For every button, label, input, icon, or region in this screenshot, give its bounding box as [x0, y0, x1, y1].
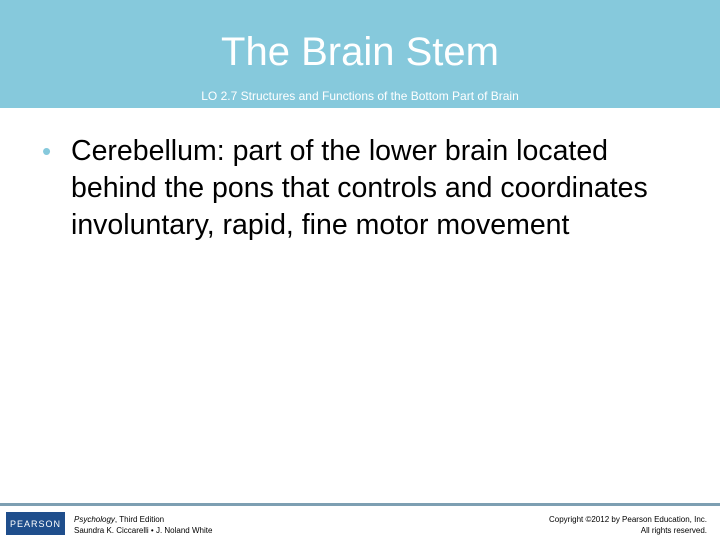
bullet-icon: •	[42, 136, 52, 166]
footer-divider	[0, 503, 720, 506]
slide-header	[0, 0, 720, 108]
slide-subtitle: LO 2.7 Structures and Functions of the Bottom Part of Brain	[201, 89, 519, 103]
book-citation	[74, 514, 212, 536]
logo-text: PEARSON	[9, 518, 61, 529]
book-edition: , Third Edition	[114, 515, 165, 524]
bullet-item	[28, 133, 688, 244]
book-title-line	[74, 514, 212, 525]
copyright-notice	[549, 514, 707, 536]
book-authors: Saundra K. Ciccarelli • J. Noland White	[74, 526, 213, 535]
book-title: Psychology	[74, 515, 115, 524]
pearson-logo	[6, 512, 65, 535]
copyright-line-2: All rights reserved.	[640, 526, 707, 535]
bullet-text: Cerebellum: part of the lower brain located behind the pons that controls and coordinates involuntary, rapid, fine motor movement	[71, 135, 648, 241]
slide-title: The Brain Stem	[221, 30, 499, 74]
copyright-line-1: Copyright ©2012 by Pearson Education, Inc.	[549, 515, 707, 524]
slide-content	[28, 133, 688, 244]
